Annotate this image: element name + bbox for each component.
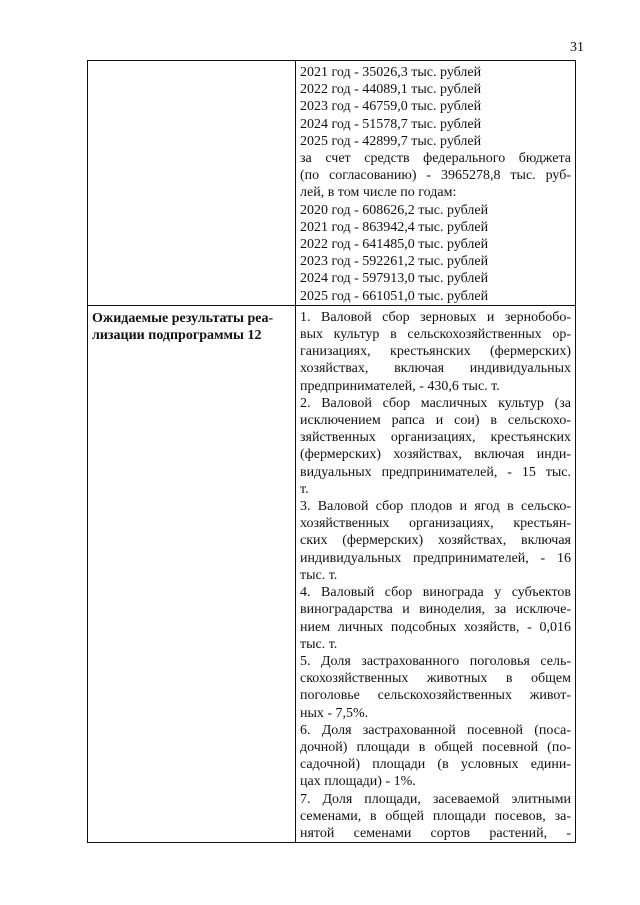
funding-line: 2021 год - 35026,3 тыс. рублей [300,65,482,80]
funding-line: 2025 год - 661051,0 тыс. рублей [300,288,489,304]
results-line: 4. Валовый сбор винограда у субъектов [300,585,571,601]
results-row [88,305,576,842]
funding-row [88,61,576,306]
funding-label-cell [88,61,296,306]
results-line: хозяйственных организациях, крестьян- [300,516,571,532]
results-text [300,309,571,842]
funding-line: 2021 год - 863942,4 тыс. рублей [300,219,489,235]
results-line: зяйственных организациях, крестьянских [300,430,571,446]
funding-line: 2023 год - 592261,2 тыс. рублей [300,254,489,270]
results-line: 1. Валовой сбор зерновых и зернобобо- [300,309,571,325]
results-line: 6. Доля застрахованной посевной (поса- [300,722,571,738]
results-line: предпринимателей, - 430,6 тыс. т. [300,378,500,394]
results-line: хозяйствах, включая индивидуальных [300,361,571,377]
results-line: (фермерских) хозяйствах, включая инди- [300,447,571,463]
results-line: нятой семенами сортов растений, - [300,825,571,841]
funding-line: 2023 год - 46759,0 тыс. рублей [300,99,482,115]
results-line: индивидуальных предпринимателей, - 16 [300,550,571,566]
results-line: нием личных подсобных хозяйств, - 0,016 [300,619,571,635]
results-value-cell [296,305,576,842]
funding-line: 2022 год - 641485,0 тыс. рублей [300,237,489,253]
results-line: ских (фермерских) хозяйствах, включая [300,533,571,549]
funding-line: 2024 год - 51578,7 тыс. рублей [300,116,482,132]
funding-line: 2025 год - 42899,7 тыс. рублей [300,133,482,149]
results-line: видуальных предпринимателей, - 15 тыс. [300,464,571,480]
funding-line: за счет средств федерального бюджета [300,151,571,167]
results-line: цах площади) - 1%. [300,774,416,790]
results-label-cell [88,305,296,842]
results-line: 2. Валовой сбор масличных культур (за [300,395,571,411]
results-line: ных - 7,5%. [300,705,369,721]
funding-text [300,64,571,305]
results-line: тыс. т. [300,567,338,583]
results-line: т. [300,481,309,497]
results-line: семенами, в общей площади посевов, за- [300,808,571,824]
results-line: дочной) площади в общей посевной (по- [300,739,571,755]
results-line: ганизациях, крестьянских (фермерских) [300,344,571,360]
page-number: 31 [570,40,584,55]
funding-line: 2024 год - 597913,0 тыс. рублей [300,271,489,287]
funding-value-cell [296,61,576,306]
results-line: поголовье сельскохозяйственных живот- [300,688,571,704]
funding-line: (по согласованию) - 3965278,8 тыс. руб- [300,168,571,184]
funding-line: 2020 год - 608626,2 тыс. рублей [300,202,489,218]
results-line: 3. Валовой сбор плодов и ягод в сельско- [300,499,571,515]
results-label-line: Ожидаемые результаты реа- [92,310,274,326]
results-line: тыс. т. [300,636,338,652]
results-line: вых культур в сельскохозяйственных ор- [300,327,571,343]
results-line: исключением рапса и сои) в сельскохо- [300,413,571,429]
funding-line: лей, в том числе по годам: [300,185,457,201]
results-label-line: лизации подпрограммы 12 [92,328,262,344]
passport-table [87,60,576,843]
results-line: виноградарства и виноделия, за исключе- [300,602,571,618]
results-line: скохозяйственных животных в общем [300,671,571,687]
funding-line: 2022 год - 44089,1 тыс. рублей [300,82,482,98]
results-line: 5. Доля застрахованного поголовья сель- [300,653,571,669]
results-line: садочной) площади (в условных едини- [300,757,571,773]
results-line: 7. Доля площади, засеваемой элитными [300,791,571,807]
